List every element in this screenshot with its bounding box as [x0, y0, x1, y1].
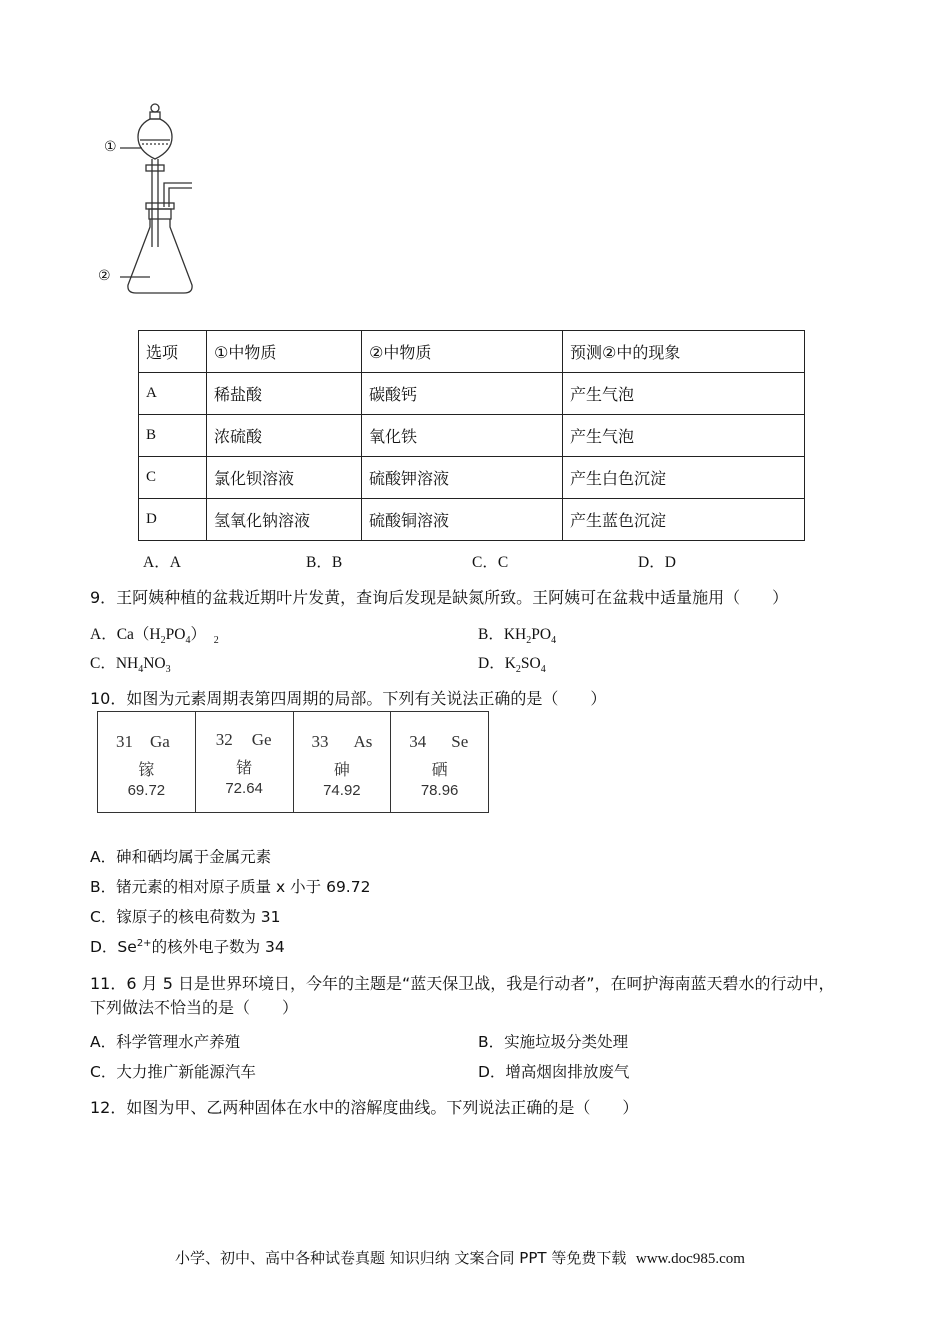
table-cell: 稀盐酸 — [207, 373, 362, 415]
table-header: 预测②中的现象 — [563, 331, 805, 373]
lab-apparatus-figure — [100, 95, 210, 305]
table-cell: 产生气泡 — [563, 415, 805, 457]
table-cell: 氧化铁 — [362, 415, 563, 457]
q8-choice-d: D．D — [638, 554, 676, 571]
element-symbol: Se — [451, 732, 469, 751]
table-cell: 碳酸钙 — [362, 373, 563, 415]
element-name: 镓 — [138, 760, 155, 779]
q11-question-line1: 11．6 月 5 日是世界环境日，今年的主题是“蓝天保卫战，我是行动者”，在呵护海南蓝天碧水的行动中， — [90, 974, 835, 993]
table-cell: 硫酸铜溶液 — [362, 499, 563, 541]
atomic-number: 32 — [215, 730, 233, 749]
atomic-number: 33 — [311, 732, 329, 751]
element-cell-as — [294, 712, 392, 812]
element-cell-se — [391, 712, 488, 812]
table-cell: 产生蓝色沉淀 — [563, 499, 805, 541]
table-header: ②中物质 — [362, 331, 563, 373]
label-1: ① — [104, 139, 117, 155]
q10-choice-d: D．$Se^{2+}$的核外电子数为 34 — [90, 937, 285, 956]
table-cell: 氯化钡溶液 — [207, 457, 362, 499]
element-cell-ga — [98, 712, 196, 812]
q11-choice-b: B．实施垃圾分类处理 — [478, 1033, 629, 1051]
table-cell: 硫酸钾溶液 — [362, 457, 563, 499]
q9-choice-a: A．$Ca(H_2PO_4)$ $_2$ — [90, 626, 219, 647]
table-cell: B — [139, 415, 207, 457]
flask-funnel-diagram — [100, 95, 210, 305]
element-name: 硒 — [431, 760, 448, 779]
footer-text: 小学、初中、高中各种试卷真题 知识归纳 文案合同 PPT 等免费下载 — [175, 1249, 627, 1267]
reaction-options-table — [138, 330, 805, 541]
q10-choice-b: B．锗元素的相对原子质量 x 小于 69.72 — [90, 878, 371, 896]
element-symbol: Ga — [150, 732, 170, 751]
q10-choice-a: A．砷和硒均属于金属元素 — [90, 848, 272, 866]
page-footer — [175, 1247, 745, 1268]
q11-choice-c: C．大力推广新能源汽车 — [90, 1063, 256, 1081]
element-symbol: As — [353, 732, 373, 751]
q9-choice-c: C．$NH_4NO_3$ — [90, 655, 171, 676]
q10-question: 10．如图为元素周期表第四周期的局部。下列有关说法正确的是（ ） — [90, 689, 607, 708]
periodic-table-excerpt — [97, 711, 489, 813]
q10-choice-c: C．镓原子的核电荷数为 31 — [90, 908, 281, 926]
table-header-row — [139, 331, 805, 373]
atomic-number: 31 — [116, 732, 133, 751]
label-2: ② — [98, 268, 111, 284]
q8-choice-c: C．C — [472, 554, 509, 571]
table-row — [139, 457, 805, 499]
q11-question-line2: 下列做法不恰当的是（ ） — [90, 998, 299, 1017]
q11-choice-a: A．科学管理水产养殖 — [90, 1033, 241, 1051]
atomic-number: 34 — [409, 732, 427, 751]
table-cell: C — [139, 457, 207, 499]
table-row — [139, 373, 805, 415]
q9-choice-b: B．$KH_2PO_4$ — [478, 626, 557, 647]
table-cell: 产生气泡 — [563, 373, 805, 415]
q9-choice-d: D．$K_2SO_4$ — [478, 655, 546, 676]
q8-choice-b: B．B — [306, 554, 343, 571]
element-symbol: Ge — [251, 730, 272, 749]
table-header: ①中物质 — [207, 331, 362, 373]
q8-choice-a: A．A — [143, 554, 181, 571]
table-cell: 浓硫酸 — [207, 415, 362, 457]
table-cell: D — [139, 499, 207, 541]
footer-url: www.doc985.com — [635, 1251, 745, 1267]
q9-question: 9．王阿姨种植的盆栽近期叶片发黄，查询后发现是缺氮所致。王阿姨可在盆栽中适量施用（ ） — [90, 588, 789, 607]
table-cell: 产生白色沉淀 — [563, 457, 805, 499]
atomic-mass: 72.64 — [225, 780, 263, 797]
element-name: 锗 — [236, 758, 253, 777]
table-row — [139, 415, 805, 457]
table-row — [139, 499, 805, 541]
table-cell: A — [139, 373, 207, 415]
element-cell-ge — [196, 712, 294, 812]
atomic-mass: 69.72 — [127, 782, 166, 799]
atomic-mass: 74.92 — [323, 782, 361, 799]
q12-question: 12．如图为甲、乙两种固体在水中的溶解度曲线。下列说法正确的是（ ） — [90, 1098, 639, 1117]
q11-choice-d: D．增高烟囱排放废气 — [478, 1063, 630, 1081]
table-header: 选项 — [139, 331, 207, 373]
element-name: 砷 — [333, 760, 350, 779]
atomic-mass: 78.96 — [420, 782, 459, 799]
table-cell: 氢氧化钠溶液 — [207, 499, 362, 541]
